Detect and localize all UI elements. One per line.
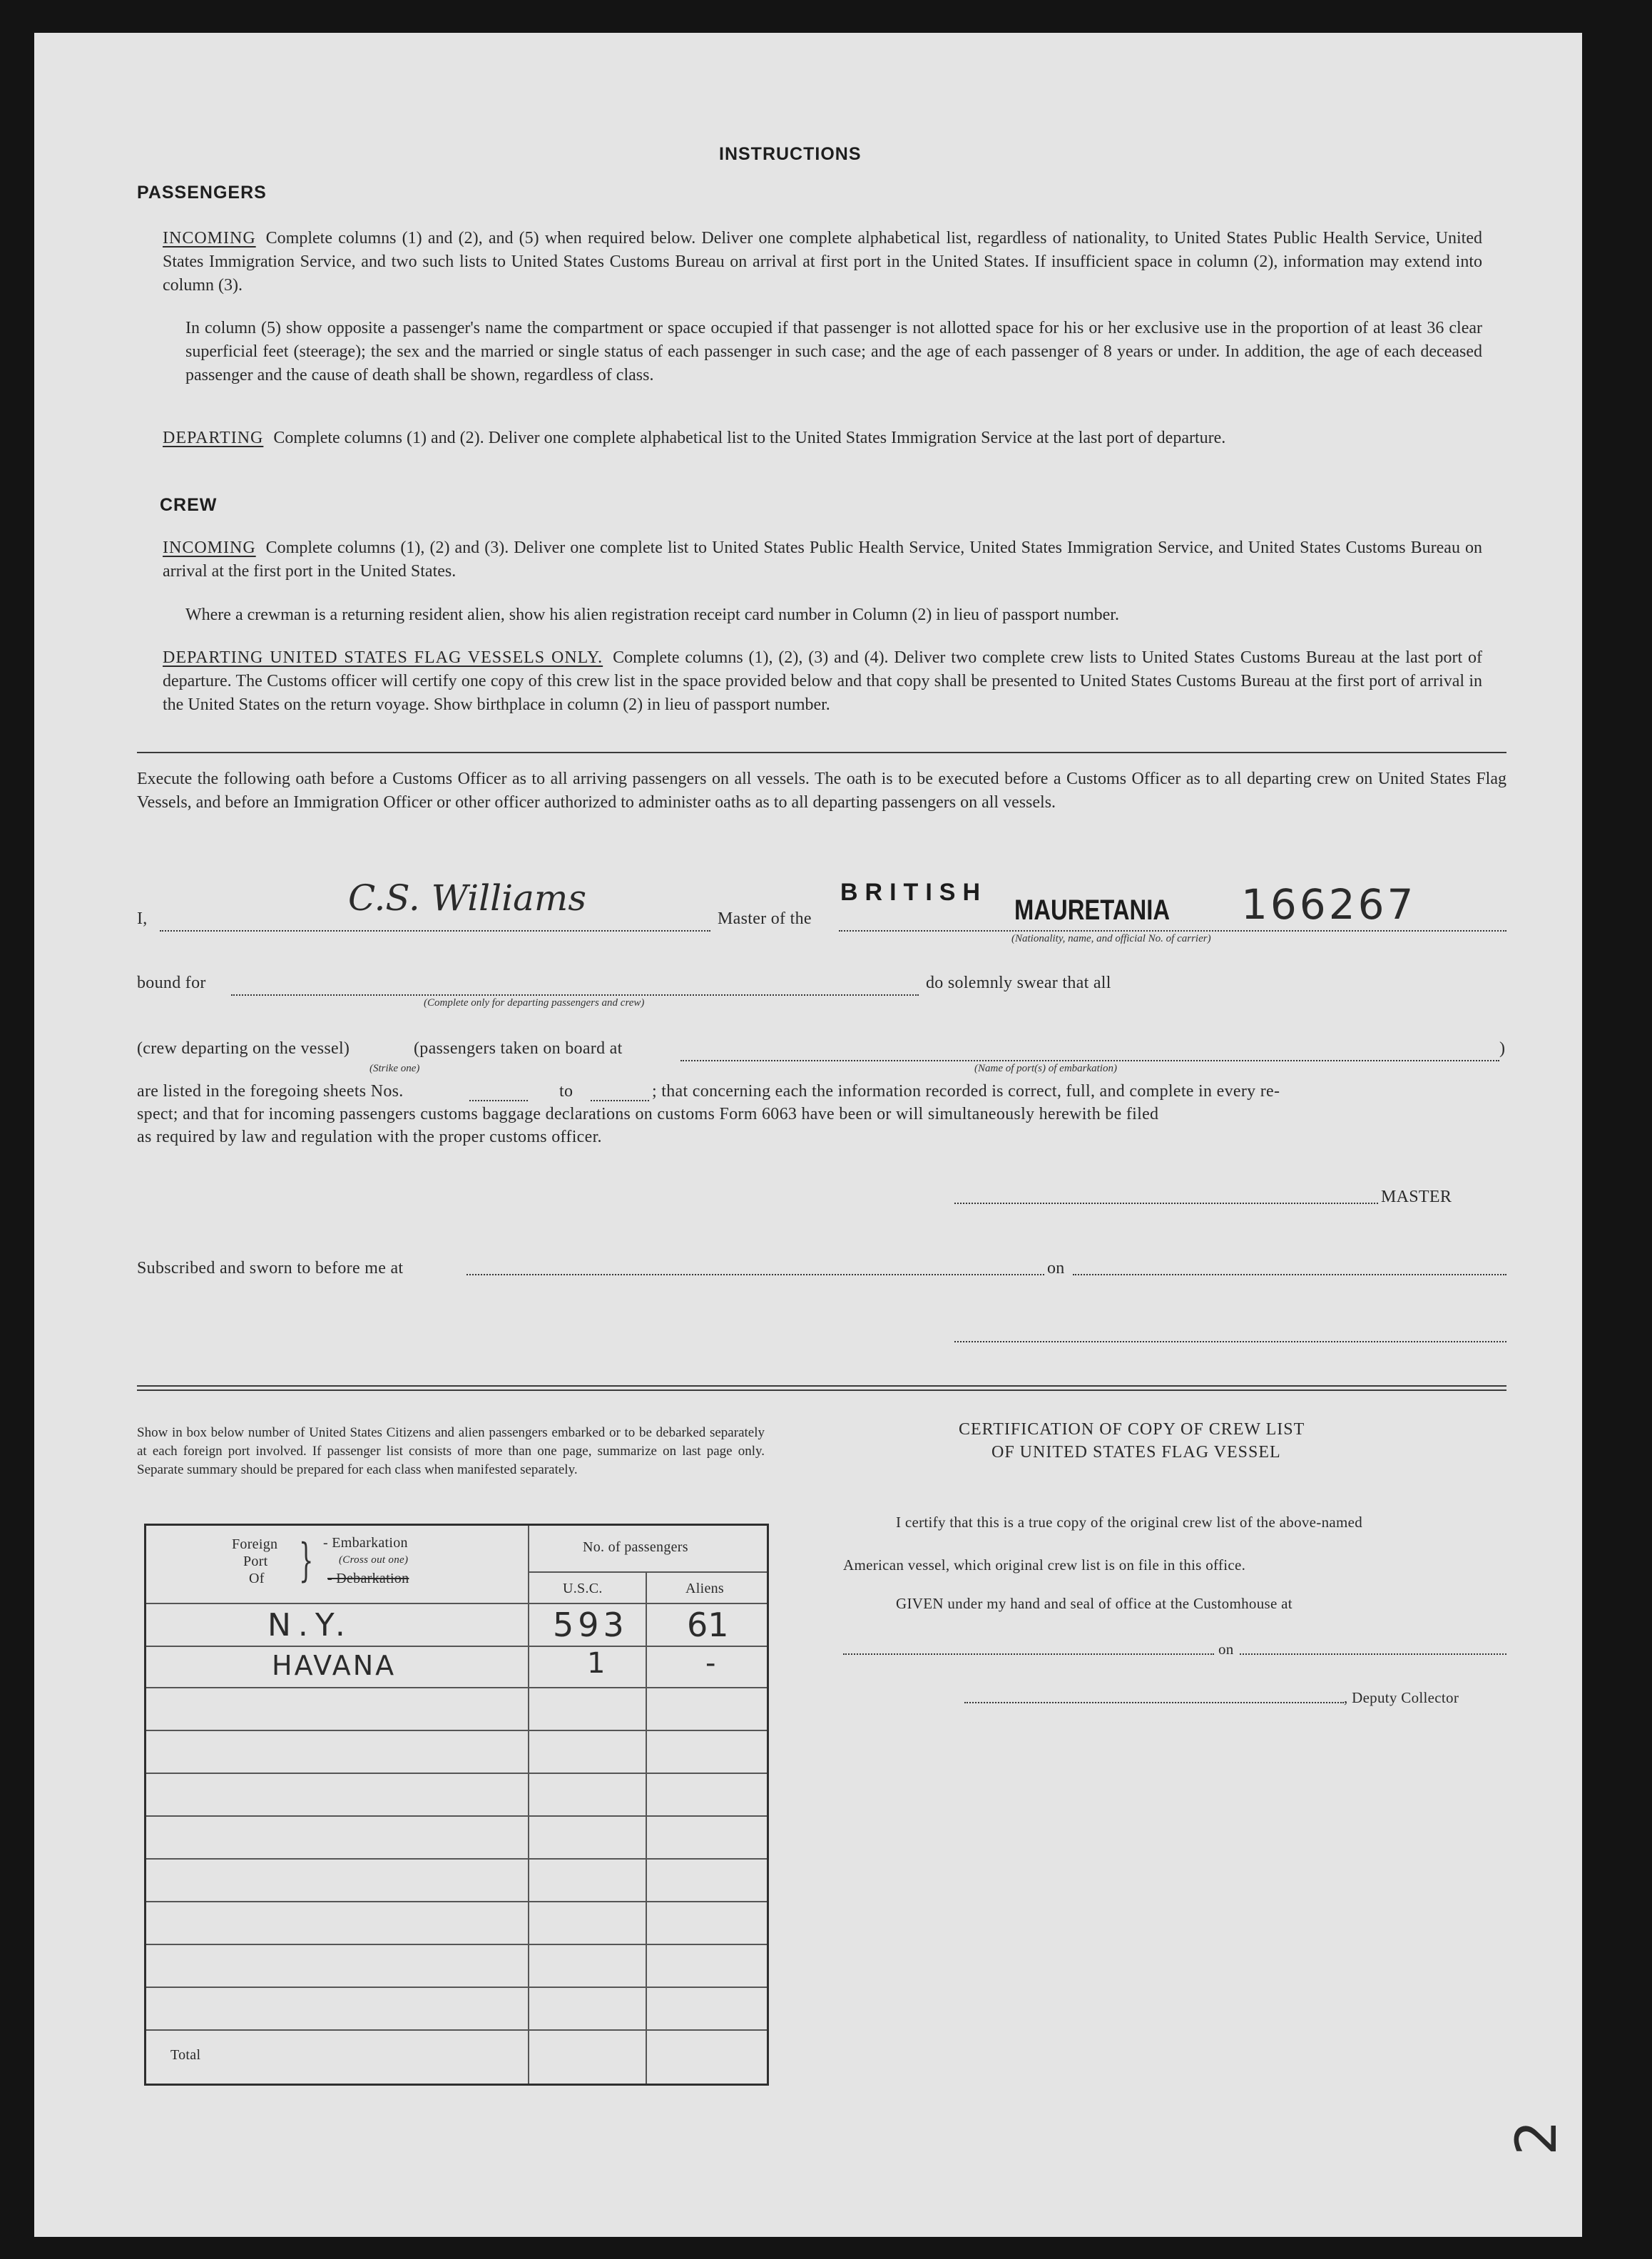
summary-instructions: Show in box below number of United States Citizens and alien passengers embarked or to be debarked separately at each foreign port involved. If passenger list consists of more than one page, summarize on last page only. Separate summary should be prepared for each class when manifested separately. [137,1425,765,1477]
vessel-name-stamp: MAURETANIA [1014,894,1171,926]
passengers-taken-text: (passengers taken on board at [414,1039,623,1058]
subscribed-label: Subscribed and sworn to before me at [137,1259,404,1278]
embarkation-label: - Embarkation [323,1535,408,1551]
no-passengers-header: No. of passengers [583,1539,688,1555]
table-rule-row [146,1646,767,1647]
margin-mark: 2 [1504,2120,1569,2156]
listed-line3: as required by law and regulation with the proper customs officer. [137,1128,602,1146]
table-rule-row [146,1815,767,1817]
oath-i-label: I, [137,909,148,928]
passenger-summary-table [144,1524,769,2086]
carrier-line [839,930,1506,932]
sworn-on-label: on [1047,1259,1065,1278]
port-caption: (Name of port(s) of embarkation) [974,1063,1117,1074]
table-rule-row [146,1773,767,1774]
carrier-caption: (Nationality, name, and official No. of carrier) [1011,933,1211,944]
table-rule-row [146,1687,767,1688]
strike-caption: (Strike one) [369,1063,420,1074]
certify-line1: I certify that this is a true copy of the original crew list of the above-named [896,1514,1363,1531]
listed-part2: ; that concerning each the information recorded is correct, full, and complete in every re- [652,1082,1280,1101]
instructions-title: INSTRUCTIONS [719,144,862,164]
flag-vessels-label: DEPARTING UNITED STATES FLAG VESSELS ONLY. [163,648,603,667]
double-rule-top [137,1385,1506,1387]
passengers-departing-text: Complete columns (1) and (2). Deliver one complete alphabetical list to the United States Immigration Service at the last port of departure. [273,429,1226,447]
bound-for-line [231,994,919,996]
bound-for-label: bound for [137,974,206,992]
debarkation-label: - Debarkation [327,1571,409,1586]
flag-vessels-block [163,646,1482,717]
crewman-text: Where a crewman is a returning resident alien, show his alien registration receipt card number in Column (2) in lieu of passport number. [185,606,1119,624]
crew-incoming-block [163,536,1482,583]
row-1-aliens: 61 [687,1606,729,1644]
given-text: GIVEN under my hand and seal of office at the Customhouse at [896,1595,1292,1612]
customhouse-line [843,1653,1214,1655]
of-label: Of [249,1571,265,1586]
master-signature-line [954,1203,1378,1204]
master-of-label: Master of the [718,909,812,928]
aliens-header: Aliens [685,1581,725,1596]
crew-heading: CREW [160,495,218,515]
table-rule-header [146,1603,767,1604]
passengers-departing-block [163,427,1482,450]
row-1-usc: 593 [553,1606,628,1644]
passengers-incoming-text: Complete columns (1) and (2), and (5) when required below. Deliver one complete alphabetical list, regardless of nationality, to United States Public Health Service, United States Immigration Service, and two such lists to United States Customs Bureau on arrival at first port in the United States. If insufficient space in column (2), information may extend into column (3). [163,229,1482,295]
table-rule-row [146,1901,767,1902]
table-rule-row [146,1858,767,1860]
table-divider-port [528,1526,529,2084]
certification-title-line2: OF UNITED STATES FLAG VESSEL [991,1443,1281,1462]
flag-vessels-text: Complete columns (1), (2), (3) and (4). Deliver two complete crew lists to United States Customs Bureau at the last port of departure. The Customs officer will certify one copy of this crew list in the space provided below and that copy shall be presented to United States Customs Bureau at the first port of arrival in the United States on the return voyage. Show birthplace in column (2) in lieu of passport number. [163,648,1482,714]
certification-on-label: on [1218,1641,1234,1658]
deputy-collector-line [964,1702,1344,1703]
usc-header: U.S.C. [563,1581,603,1596]
row-2-aliens: - [705,1647,716,1680]
crew-departing-text: (crew departing on the vessel) [137,1039,350,1058]
embarkation-port-line [680,1060,1499,1061]
master-signature: C.S. Williams [348,877,586,919]
table-rule-row [146,1944,767,1945]
foreign-label: Foreign [232,1536,278,1552]
sheet-to-line [591,1100,649,1101]
official-number: 166267 [1241,880,1417,929]
certification-title-line1: CERTIFICATION OF COPY OF CREW LIST [959,1420,1305,1439]
deputy-collector-label: , Deputy Collector [1344,1689,1459,1706]
table-rule-row [146,1987,767,1988]
table-rule-row [146,1730,767,1731]
column5-text: In column (5) show opposite a passenger's name the compartment or space occupied if that passenger is not allotted space for his or her exclusive use in the proportion of at least 36 clear superficial feet (steerage); the sex and the married or single status of each passenger in such case; and the age of each passenger of 8 years or under. In addition, the age of each deceased passenger and the cause of death shall be shown, regardless of class. [185,319,1482,384]
double-rule-bottom [137,1389,1506,1391]
passengers-departing-label: DEPARTING [163,429,264,447]
listed-to: to [559,1082,573,1101]
passengers-heading: PASSENGERS [137,183,267,203]
master-label: MASTER [1381,1188,1452,1206]
oath-intro: Execute the following oath before a Customs Officer as to all arriving passengers on all vessels. The oath is to be executed before a Customs Officer as to all departing crew on United States Flag Vessels, and before an Immigration Officer or other officer authorized to administer oaths as to all departing passengers on all vessels. [137,770,1506,812]
swear-text: do solemnly swear that all [926,974,1111,992]
passengers-incoming-label: INCOMING [163,229,256,248]
row-2-port: HAVANA [272,1650,397,1681]
document-sheet [34,33,1582,2237]
table-rule-subheader [528,1571,767,1573]
listed-line2: spect; and that for incoming passengers customs baggage declarations on customs Form 6063 have been or will simultaneously herewith be filed [137,1105,1159,1123]
brace-glyph: } [299,1534,314,1587]
table-divider-usc [646,1571,647,2084]
close-paren: ) [1499,1039,1506,1058]
table-rule-total [146,2029,767,2031]
crew-incoming-label: INCOMING [163,539,256,557]
certify-line2: American vessel, which original crew list is on file in this office. [843,1556,1246,1574]
port-label: Port [243,1554,268,1569]
total-label: Total [170,2047,201,2063]
sworn-date-line [1073,1274,1506,1275]
row-2-usc: 1 [587,1647,606,1680]
officer-signature-line [954,1341,1506,1342]
cross-out-label: (Cross out one) [339,1554,409,1566]
listed-part1: are listed in the foregoing sheets Nos. [137,1082,404,1101]
divider-rule [137,752,1506,753]
bound-caption: (Complete only for departing passengers and crew) [424,997,645,1009]
master-name-line [160,930,710,932]
sworn-place-line [466,1274,1044,1275]
passengers-incoming-block [163,227,1482,297]
certification-date-line [1240,1653,1506,1655]
crew-incoming-text: Complete columns (1), (2) and (3). Deliver one complete list to United States Public Health Service, United States Immigration Service, and United States Customs Bureau on arrival at the first port in the United States. [163,539,1482,581]
row-1-port: N.Y. [267,1607,352,1643]
nationality-stamp: BRITISH [840,879,987,906]
sheet-from-line [469,1100,528,1101]
